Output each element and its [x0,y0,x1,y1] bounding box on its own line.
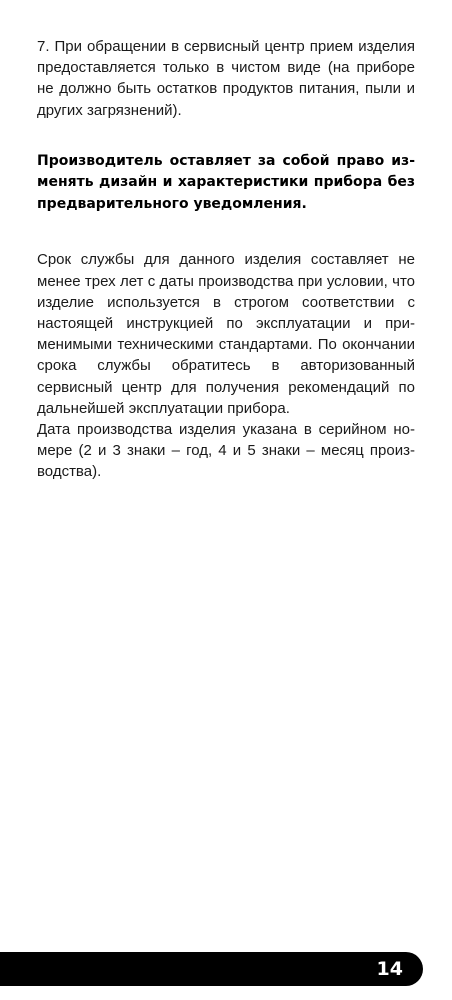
service-note-paragraph: 7. При обращении в сервисный центр прием изделия предоставляется только в чистом виде (на приборе не должно быть остатков продуктов питания, пыли и других загрязнений). [37,38,415,119]
production-date-paragraph: Дата производства изделия указана в серийном номере (2 и 3 знаки – год, 4 и 5 знаки – месяц производства). [37,420,415,481]
page-number: 14 [376,958,403,980]
page-body [37,36,415,483]
manufacturer-rights-paragraph: Производитель оставляет за собой право изменять дизайн и характеристики прибора без предварительного уведомления. [37,152,415,212]
footer-bar [0,952,423,986]
service-life-paragraph: Срок службы для данного изделия составляет не менее трех лет с даты производства при условии, что изделие используется в строгом соответствии с настоящей инструкцией по эксплуатации и применимыми техническими стандартами. По окончании срока службы обратитесь в авторизованный сервисный центр для получения рекомендаций по дальнейшей эксплуатации прибора. [37,251,415,417]
